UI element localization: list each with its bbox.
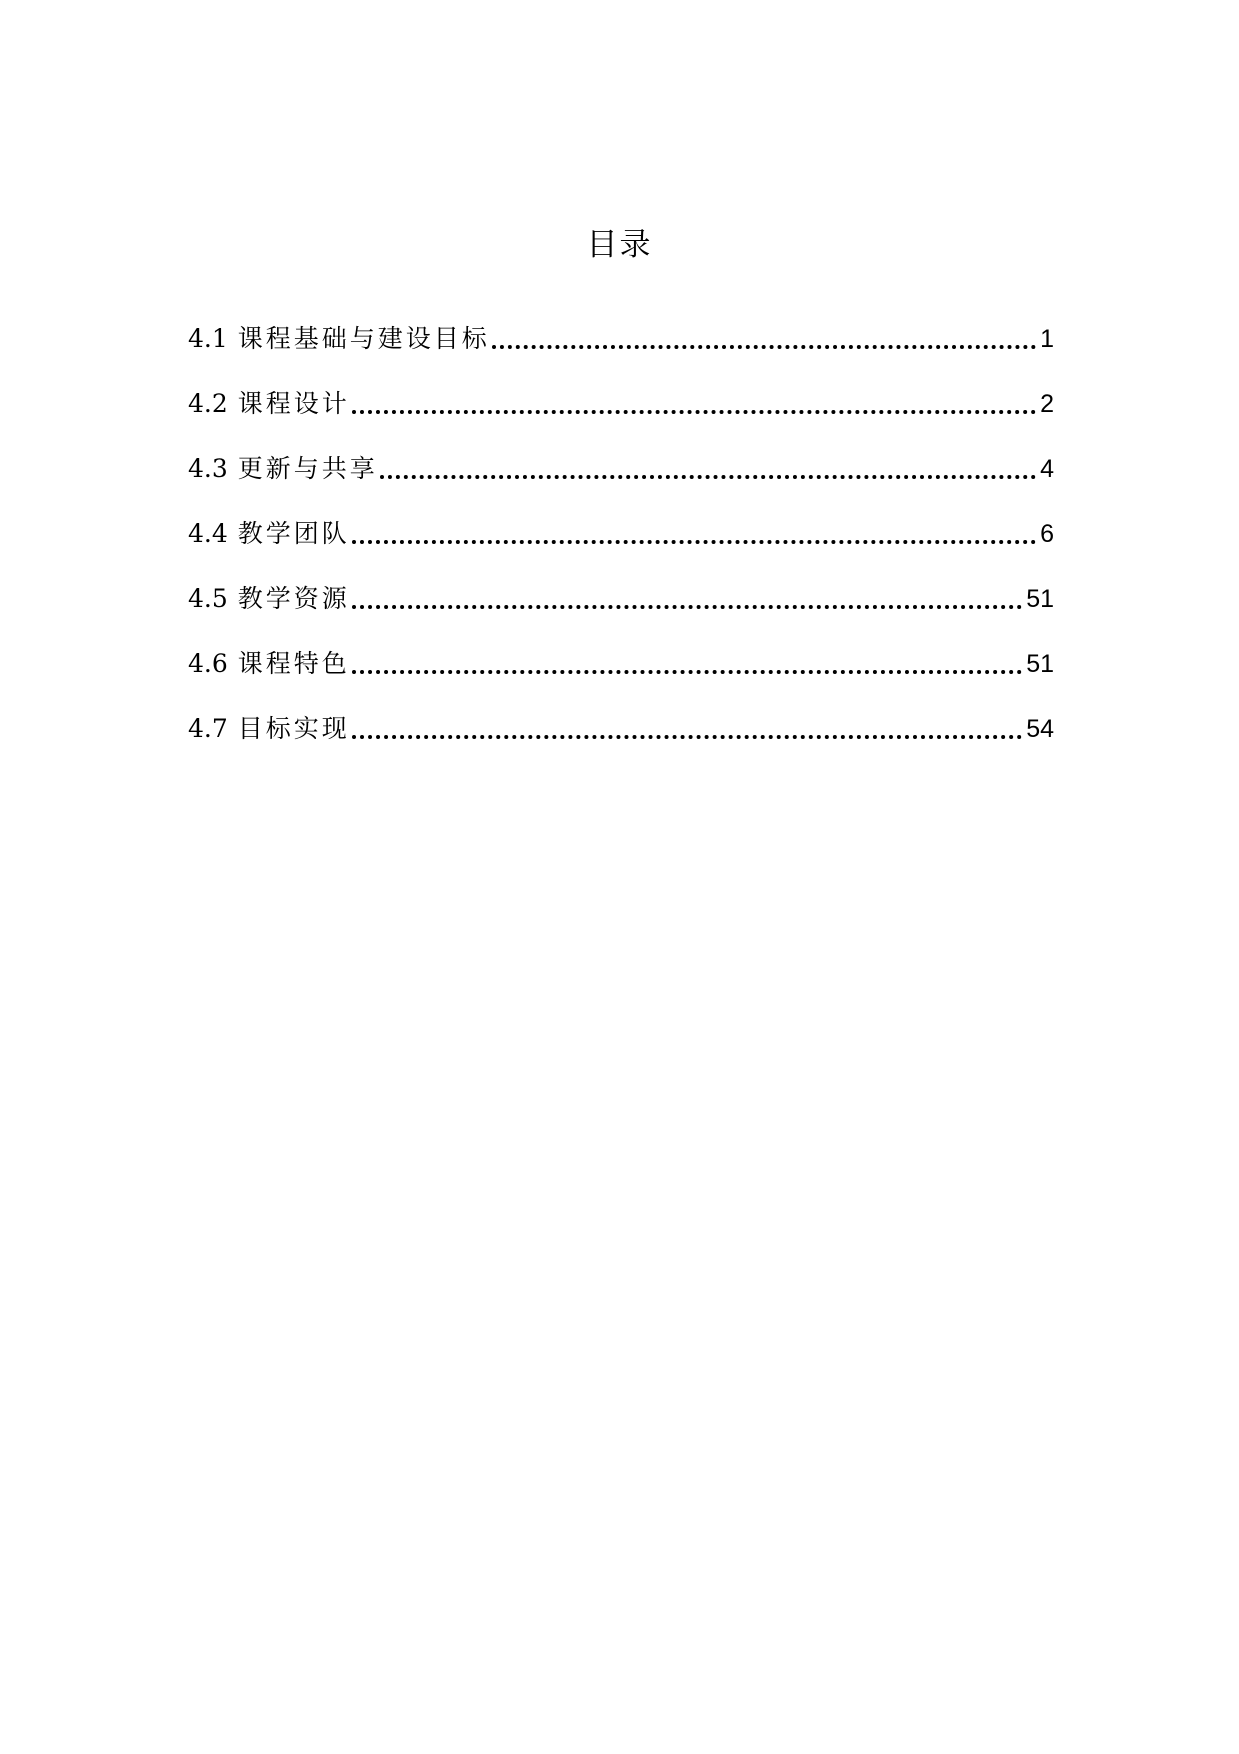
toc-entry-number: 4.4: [188, 519, 228, 548]
toc-entry-number: 4.7: [188, 714, 228, 743]
toc-entry-label: 教学资源: [237, 584, 350, 613]
toc-entry-4-3[interactable]: [188, 424, 1054, 489]
toc-entry-label: 更新与共享: [237, 454, 378, 483]
toc-entry-page: 4: [1040, 455, 1054, 483]
toc-entry-number: 4.3: [188, 454, 228, 483]
toc-entry-label: 课程设计: [237, 389, 350, 418]
toc-dot-leader: [352, 735, 1022, 739]
toc-dot-leader: [352, 410, 1036, 414]
toc-list: [188, 294, 1054, 749]
toc-entry-page: 2: [1040, 390, 1054, 418]
toc-title: 目录: [586, 227, 653, 263]
toc-dot-leader: [352, 605, 1022, 609]
toc-entry-4-6[interactable]: [188, 619, 1054, 684]
toc-entry-4-2[interactable]: [188, 359, 1054, 424]
toc-entry-number: 4.5: [188, 584, 228, 613]
toc-entry-label: 课程基础与建设目标: [237, 324, 490, 353]
toc-entry-label: 目标实现: [237, 714, 350, 743]
toc-dot-leader: [352, 540, 1036, 544]
toc-entry-page: 6: [1040, 520, 1054, 548]
toc-dot-leader: [352, 670, 1022, 674]
toc-entry-4-7[interactable]: [188, 684, 1054, 749]
toc-entry-page: 54: [1026, 715, 1054, 743]
toc-entry-number: 4.6: [188, 649, 228, 678]
toc-entry-number: 4.2: [188, 389, 228, 418]
toc-dot-leader: [380, 475, 1036, 479]
toc-dot-leader: [492, 345, 1036, 349]
toc-entry-4-5[interactable]: [188, 554, 1054, 619]
toc-entry-4-4[interactable]: [188, 489, 1054, 554]
toc-entry-label: 教学团队: [237, 519, 350, 548]
toc-entry-page: 1: [1040, 325, 1054, 353]
toc-entry-4-1[interactable]: [188, 294, 1054, 359]
toc-entry-number: 4.1: [188, 324, 228, 353]
toc-entry-page: 51: [1026, 585, 1054, 613]
toc-entry-page: 51: [1026, 650, 1054, 678]
toc-entry-label: 课程特色: [237, 649, 350, 678]
